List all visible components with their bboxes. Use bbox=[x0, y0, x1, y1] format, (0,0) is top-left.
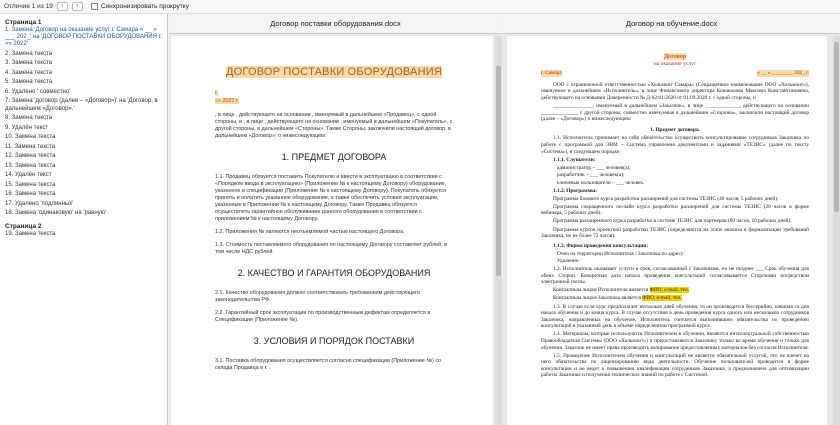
left-doc-p13: 1.3. Стоимость поставляемого оборудования по настоящему Договору составляет рублей, в том числе НДС рублей. bbox=[215, 242, 447, 255]
right-doc-contact-exec: Контактным лицом Исполнителя является ФИО, e-mail, тел. bbox=[553, 287, 689, 294]
change-item[interactable]: 9. Удалён текст bbox=[5, 124, 49, 131]
change-item[interactable]: 15. Замена текста bbox=[5, 181, 56, 188]
change-item[interactable]: 14. Удалён текст bbox=[5, 172, 52, 179]
right-scrollbar[interactable] bbox=[833, 36, 840, 425]
change-item[interactable]: 5. Замена текста bbox=[5, 79, 53, 86]
diff-counter: Отличие 1 из 19 bbox=[4, 3, 53, 10]
right-doc-p13: 1.3. В случае если курс предполагает несколько дней обучения, то он производится бессерийно, начиная со дня начала обучения и до конца курса. В случае отсутствия в день проведения курса одного или нескольких сотрудников Заказчика, направленных на обучение, Исполнитель считается выполнившим обязательства по проведению консультаций в указанный день в объеме определенном программой курса. bbox=[541, 303, 809, 330]
right-doc-listener-1: администратор – ___ человек(а); bbox=[557, 164, 631, 171]
right-scroll-thumb[interactable] bbox=[834, 42, 839, 212]
left-doc-p11: 1.1. Продавец обязуется поставить Покупателю и ввести в эксплуатацию в соответствии с «Порядком ввода в эксплуатацию» (Приложение № к настоящему Договору) оборудование, указанное в спецификации (Приложение № к настоящему Договору). Покупатель обязуется принять и оплатить указанное оборудование, а также обеспечить условия эксплуатации, указанные в Приложении № к настоящему Договору. Также Продавец обязуется осуществлять гарантийное обслуживание данного оборудования в соответствии с приложением № к настоящему Договору. bbox=[215, 174, 447, 222]
right-document-page[interactable] bbox=[507, 36, 827, 425]
sync-scroll-toggle[interactable] bbox=[91, 3, 189, 10]
right-doc-intro2: _______________, именуемый в дальнейшем «Заказчик», в лице _____________, действующего на основании ______________ с другой стороны, совместно именуемые в дальнейшем «Стороны», заключили настоящий договор (далее – «Договор») о нижеследующем: bbox=[541, 103, 809, 123]
change-item[interactable]: 18. Замена 'одинаковую' на 'равную' bbox=[5, 210, 107, 217]
change-item[interactable]: 2. Замена текста bbox=[5, 50, 53, 57]
left-doc-section-2: 2. КАЧЕСТВО И ГАРАНТИЯ ОБОРУДОВАНИЯ bbox=[237, 268, 431, 278]
right-document-title: Договор на обучение.docx bbox=[503, 14, 840, 34]
right-doc-intro: ООО с ограниченной ответственностью «Хольмонт Самара» (Сокращенное наименование ООО «Хольмонт»), именуемое в дальнейшем «Исполнитель», в лице Финансового директора Коновалова Максима Константиновича, действующего на основании Доверенности № Д-02/01/2020 от 01.09.2020 г. с одной стороны, и bbox=[541, 81, 809, 101]
change-item[interactable]: 17. Удалено 'подлинных' bbox=[5, 200, 74, 207]
right-doc-heading: Договор bbox=[663, 53, 687, 60]
change-item[interactable]: 6. Удалено ' совместно' bbox=[5, 88, 71, 95]
change-item[interactable]: 7. Замена 'договор (далее – «Договор»)' на 'Договор, в дальнейшем «Договор».' bbox=[5, 98, 158, 112]
next-diff-button[interactable]: › bbox=[72, 2, 83, 11]
right-doc-subheading: на оказание услуг bbox=[653, 60, 697, 67]
right-doc-program-3: Программа расширенного курса разработки в системе ТЕЗИС для партнеров (80 часов, 10 рабочих дней); bbox=[553, 218, 792, 225]
right-doc-contact-exec-highlight: ФИО, e-mail, тел. bbox=[649, 287, 689, 294]
right-doc-program-1: Программа базового курса разработки расширений для системы ТЕЗИС (40 часов, 5 рабочих дней); bbox=[553, 195, 779, 202]
left-doc-intro: , в лице , действующего на основании , именуемый в дальнейшем «Продавец», с одной стороны, и , в лице , действующего на основании , именуемый в дальнейшем «Покупатель», с другой стороны, в дальнейшем «Стороны». Также Стороны, заключили настоящий договор, в дальнейшем «Договор»; о нижеследующем: bbox=[215, 112, 453, 139]
right-doc-contact-client-highlight: ФИО, e-mail, тел. bbox=[642, 295, 682, 302]
left-scrollbar[interactable] bbox=[495, 36, 502, 425]
right-doc-p15: 1.5. Проведение Исполнителем обучения и консультаций не является обязательной услугой, что не влечет на него обязательства по лицензированию вида деятельности. Обучение пользователей проводится в форме консультации и не ведет к повышению квалификации сотрудников Заказчика, а предназначено для оптимизации работы Заказчика и получения технических знаний по работе с Системой. bbox=[541, 352, 809, 379]
page-group-1-title: Страница 1 bbox=[5, 19, 42, 26]
right-doc-p112: 1.1.2. Программы: bbox=[553, 187, 598, 194]
right-doc-p11: 1.1. Исполнитель принимает на себя обязательство осуществить консультирование сотрудников Заказчика по работе с программой для ЭВМ – Система управления документами и заданиями «ТЕЗИС» (далее по тексту «Система»), в следующем порядке: bbox=[541, 135, 809, 155]
left-doc-city: г. bbox=[215, 90, 218, 96]
left-doc-section-1: 1. ПРЕДМЕТ ДОГОВОРА bbox=[281, 152, 387, 162]
right-doc-form-2: Удаленно bbox=[557, 258, 579, 265]
change-item[interactable]: 19. Замена текста bbox=[5, 231, 56, 238]
right-doc-city-row bbox=[541, 70, 809, 77]
right-doc-listener-3: ключевые пользователи – ___ человек. bbox=[557, 180, 645, 186]
right-doc-city: г. Самара bbox=[541, 70, 562, 77]
left-doc-p31: 3.1. Поставка оборудования осуществляется согласно спецификации (Приложение №) со склада Продавца в г. . bbox=[215, 358, 442, 371]
left-document-title: Договор поставки оборудования.docx bbox=[169, 14, 502, 34]
right-doc-p12: 1.2. Исполнитель оказывает услуги в срок, согласованный с Заказчиком, но не позднее ___ Срок обучения для обеих Сторон. Конкретная дата начала проведения консультаций согласовывается Сторонами посредством электронной почты. bbox=[541, 266, 809, 286]
right-doc-form-1: Очно на территории Исполнителя / Заказчика по адресу: bbox=[557, 250, 685, 257]
right-doc-date: « __ » ________ 202_ г. bbox=[757, 70, 809, 77]
change-item[interactable]: 4. Замена текста bbox=[5, 69, 53, 76]
right-doc-p111: 1.1.1. Слушатели: bbox=[553, 156, 596, 163]
change-item[interactable]: 13. Замена текста bbox=[5, 162, 56, 169]
left-doc-section-3: 3. УСЛОВИЯ И ПОРЯДОК ПОСТАВКИ bbox=[253, 336, 415, 346]
sync-scroll-checkbox[interactable] bbox=[91, 3, 98, 10]
right-doc-program-2: Программа сокращенного он-лайн курса разработки расширений для системы ТЕЗИС (20 часов в форме вебинара, 5 рабочих дней); bbox=[541, 203, 809, 217]
page-group-2-title: Страница 2 bbox=[5, 223, 42, 231]
change-item[interactable]: 11. Замена текста bbox=[5, 143, 56, 150]
sync-scroll-label: Синхронизировать прокрутку bbox=[100, 3, 189, 10]
right-doc-p14: 1.4. Материалы, которые используются Исполнителем в обучении, являются интеллектуальной собственностью Правообладателя Системы (ООО «Хольмонт») и предоставляются Заказчику только во время обучения и только для обучения. Заказчик не имеет права производить копирование предоставленных материалов без согласия Исполнителя. bbox=[541, 331, 809, 351]
changes-sidebar bbox=[0, 14, 168, 425]
left-document-page[interactable] bbox=[171, 36, 493, 425]
left-doc-p12: 1.2. Приложения № являются неотъемлемой частью настоящего Договора. bbox=[215, 229, 405, 235]
left-document-pane bbox=[169, 14, 502, 425]
change-item[interactable]: 1. Замена 'Договор на оказание услуг г. Самара « __ » ___ 202_' на 'ДОГОВОР ПОСТАВКИ ОБОРУДОВАНИЯ г. «» 2022' bbox=[5, 27, 162, 48]
change-item[interactable]: 12. Замена текста bbox=[5, 153, 56, 160]
change-item[interactable]: 16. Замена текста bbox=[5, 191, 56, 198]
right-doc-listener-2: разработчик – ___ человек(а); bbox=[557, 172, 625, 179]
left-doc-p21: 2.1. Качество оборудования должно соответствовать требованиям действующего законодательства РФ. bbox=[215, 290, 420, 303]
diff-toolbar bbox=[0, 0, 840, 14]
right-doc-section-1: 1. Предмет договора. bbox=[650, 126, 700, 133]
right-document-pane bbox=[503, 14, 840, 425]
right-doc-contact-client: Контактным лицом Заказчика является ФИО, e-mail, тел. bbox=[553, 295, 682, 302]
right-doc-p113: 1.1.3. Форма проведения консультации: bbox=[553, 242, 649, 249]
change-item[interactable]: 8. Замена текста bbox=[5, 115, 53, 122]
change-item[interactable]: 10. Замена текста bbox=[5, 134, 56, 141]
left-doc-p22: 2.2. Гарантийный срок эксплуатации по производственным дефектам определяется в Спецификации (Приложение №). bbox=[215, 310, 431, 323]
right-doc-program-4: Программа курсов проектной разработки ТЕЗИС (определяются на этапе анализа и формализации требований Заказчика, но не более 72 часов). bbox=[541, 226, 809, 240]
change-item[interactable]: 3. Замена текста bbox=[5, 60, 53, 67]
left-doc-heading: ДОГОВОР ПОСТАВКИ ОБОРУДОВАНИЯ bbox=[226, 66, 442, 78]
left-scroll-thumb[interactable] bbox=[496, 66, 501, 276]
left-doc-date: «» 2022 г. bbox=[215, 98, 239, 104]
prev-diff-button[interactable]: ‹ bbox=[57, 2, 68, 11]
